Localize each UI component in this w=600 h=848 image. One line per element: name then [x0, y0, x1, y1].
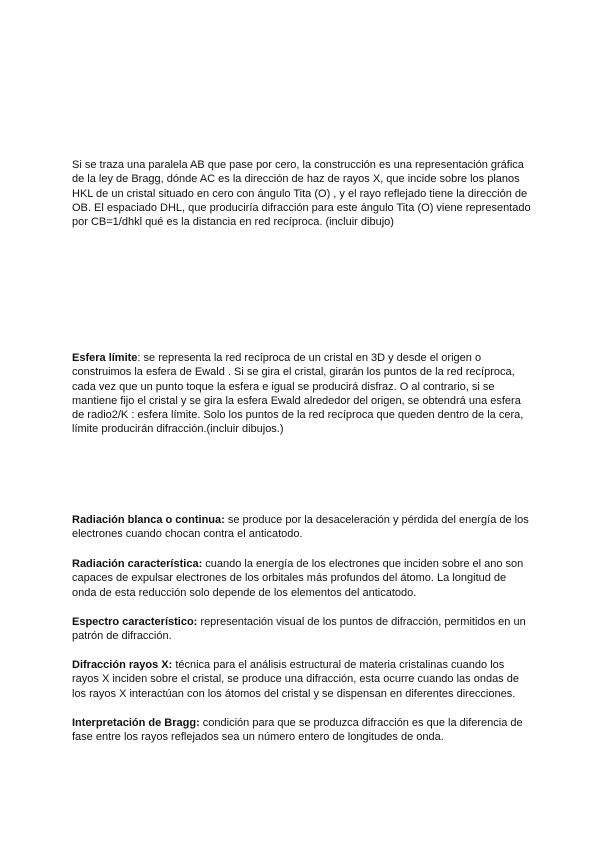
paragraph-espectro-caracteristico	[72, 615, 532, 644]
term-radiacion-blanca: Radiación blanca o continua:	[72, 514, 225, 526]
term-radiacion-caracteristica: Radiación característica:	[72, 558, 203, 570]
term-esfera-limite: Esfera límite	[72, 352, 138, 364]
paragraph-esfera-limite	[72, 351, 532, 437]
text-difraccion-rayos-x: técnica para el análisis estructural de materia cristalinas cuando los rayos X inciden sobre el cristal, se produce una difracción, esta ocurre cuando las ondas de los rayos X interactúan con los átomos del cristal y se dispensan en diferentes direcciones.	[72, 659, 519, 700]
text-esfera-limite: : se representa la red recíproca de un cristal en 3D y desde el origen o construimos la esfera de Ewald . Si se gira el cristal, girarán los puntos de la red recíproca, cada vez que un punto toque la esfera e igual se producirá disfraz. O al contrario, si se mantiene fijo el cristal y se gira la esfera Ewald alrededor del origen, se obtendrá una esfera de radio2/K : esfera límite. Solo los puntos de la red recíproca que queden dentro de la cera, límite producirán difracción.(incluir dibujos.)	[72, 352, 524, 436]
paragraph-radiacion-blanca	[72, 513, 532, 542]
term-espectro-caracteristico: Espectro característico:	[72, 616, 198, 628]
paragraph-paralela-bragg: Si se traza una paralela AB que pase por cero, la construcción es una representación gráfica de la ley de Bragg, dónde AC es la dirección de haz de rayos X, que incide sobre los planos HKL de un cristal situado en cero con ángulo Tita (O) , y el rayo reflejado tiene la dirección de OB. El espaciado DHL, que produciría difracción para este ángulo Tita (O) viene representado por CB=1/dhkl qué es la distancia en red recíproca. (incluir dibujo)	[72, 159, 531, 229]
text-espectro-caracteristico: representación visual de los puntos de difracción, permitidos en un patrón de difracción.	[72, 616, 526, 643]
text-interpretacion-bragg: condición para que se produzca difracción es que la diferencia de fase entre los rayos reflejados sea un número entero de longitudes de onda.	[72, 717, 523, 744]
text-radiacion-caracteristica: cuando la energía de los electrones que inciden sobre el ano son capaces de expulsar electrones de los orbitales más profundos del átomo. La longitud de onda de esta reducción solo depende de los elementos del anticatodo.	[72, 558, 524, 599]
term-interpretacion-bragg: Interpretación de Bragg:	[72, 717, 200, 729]
paragraph-radiacion-caracteristica	[72, 557, 532, 600]
term-difraccion-rayos-x: Difracción rayos X:	[72, 659, 173, 671]
paragraph-difraccion-rayos-x	[72, 658, 532, 701]
text-radiacion-blanca: se produce por la desaceleración y pérdida del energía de los electrones cuando chocan contra el anticatodo.	[72, 514, 529, 541]
paragraph-interpretacion-bragg	[72, 716, 532, 745]
